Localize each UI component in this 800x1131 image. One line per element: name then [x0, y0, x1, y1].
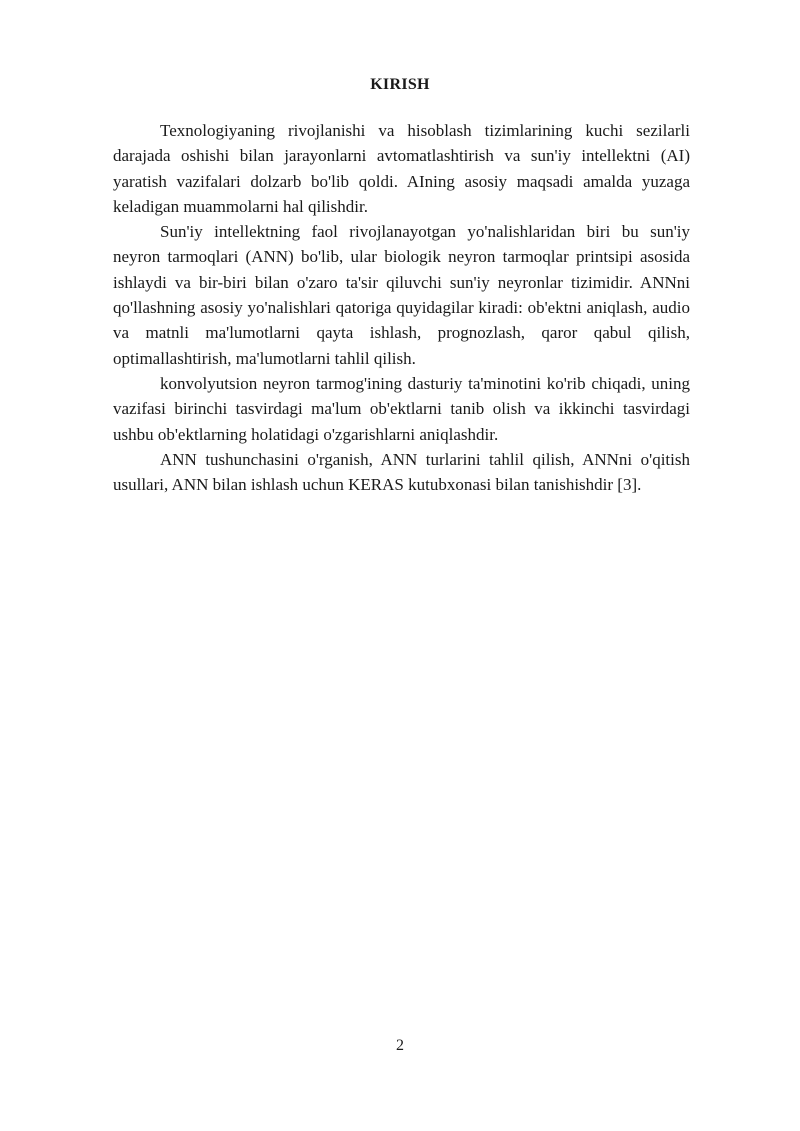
paragraph-4: ANN tushunchasini o'rganish, ANN turlarini tahlil qilish, ANNni o'qitish usullari, ANN bilan ishlash uchun KERAS kutubxonasi bilan tanishishdir [3].	[113, 449, 690, 495]
paragraph-2: Sun'iy intellektning faol rivojlanayotgan yo'nalishlaridan biri bu sun'iy neyron tarmoqlari (ANN) bo'lib, ular biologik neyron tarmoqlar printsipi asosida ishlaydi va bir-biri bilan o'zaro ta'sir qiluvchi sun'iy neyronlar tizimidir. ANNni qo'llashning asosiy yo'nalishlari qatoriga quyidagilar kiradi: ob'ektni aniqlash, audio va matnli ma'lumotlarni qayta ishlash, prognozlash, qaror qabul qilish, optimallashtirish, ma'lumotlarni tahlil qilish.	[113, 222, 690, 368]
page-number: 2	[396, 1037, 404, 1054]
page-title: KIRISH	[370, 76, 430, 93]
paragraph-1: Texnologiyaning rivojlanishi va hisoblash tizimlarining kuchi sezilarli darajada oshishi bilan jarayonlarni avtomatlashtirish va sun'iy intellektni (AI) yaratish vazifalari dolzarb bo'lib qoldi. AIning asosiy maqsadi amalda yuzaga keladigan muammolarni hal qilishdir.	[113, 121, 690, 216]
paragraph-3: konvolyutsion neyron tarmog'ining dasturiy ta'minotini ko'rib chiqadi, uning vazifasi birinchi tasvirdagi ma'lum ob'ektlarni tanib olish va ikkinchi tasvirdagi ushbu ob'ektlarning holatidagi o'zgarishlarni aniqlashdir.	[113, 373, 690, 444]
body-text	[113, 118, 690, 497]
